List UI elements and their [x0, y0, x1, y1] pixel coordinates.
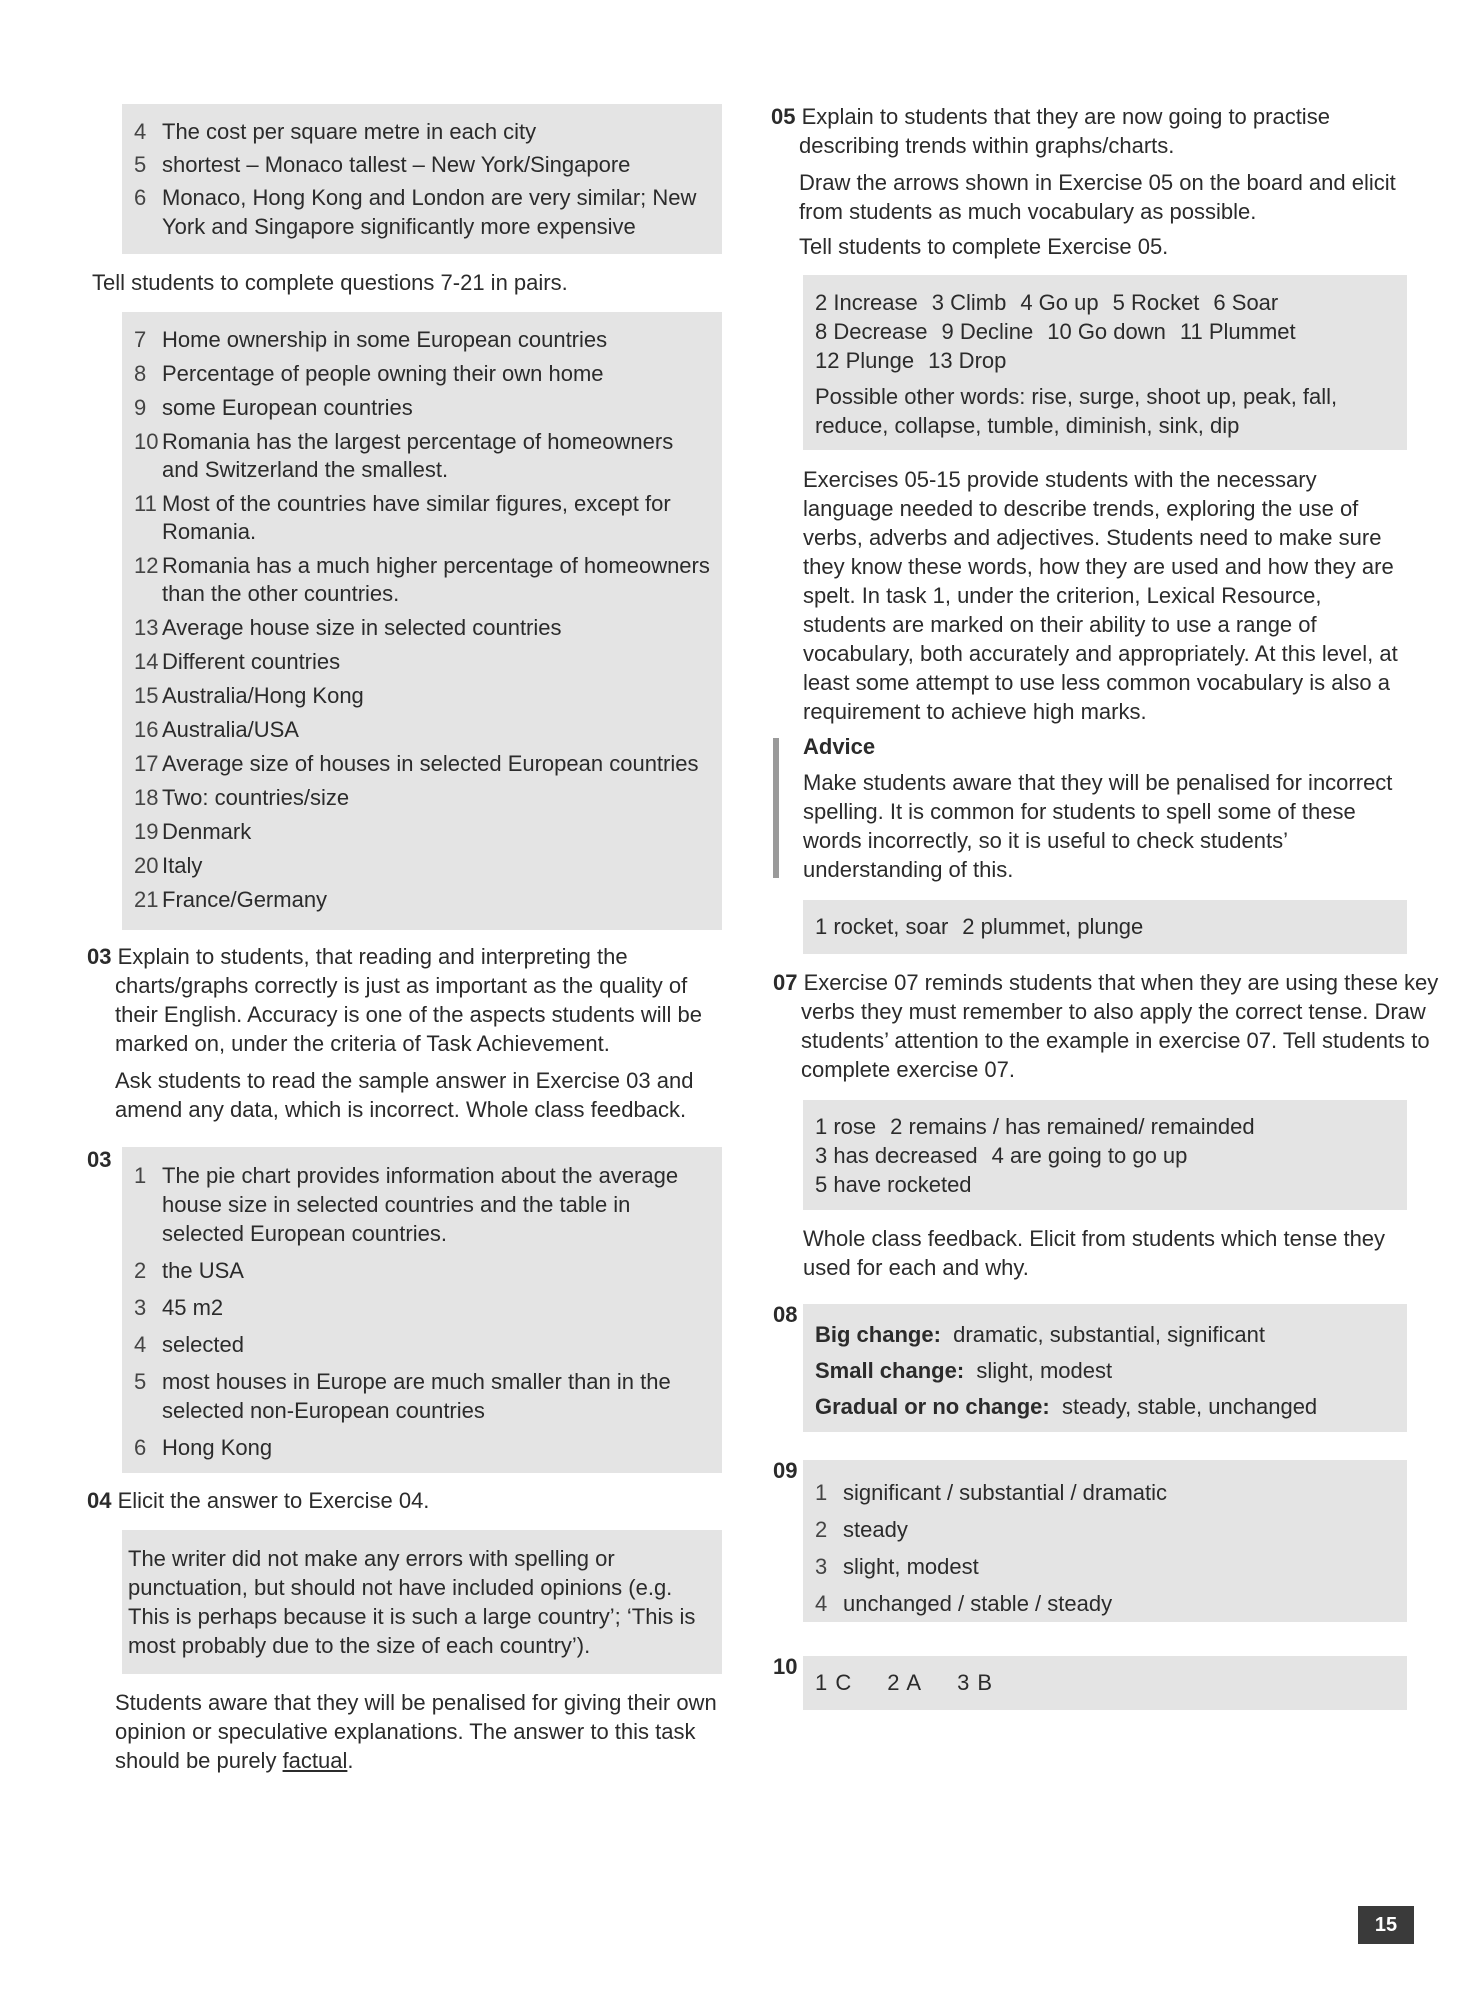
- section-10-label: 10: [773, 1654, 798, 1679]
- list-item: 10 Romania has the largest percentage of homeowners and Switzerland the smallest.: [134, 429, 674, 482]
- advice-bar: [773, 738, 779, 878]
- answer-05-row3: 12 Plunge 13 Drop: [815, 348, 1007, 373]
- section-04-note: Students aware that they will be penalised for giving their own opinion or speculative explanations. The answer to this task should be purely factual.: [115, 1690, 717, 1773]
- section-07-para1: 07 Exercise 07 reminds students that when they are using these key verbs they must remember to also apply the correct tense. Draw students’ attention to the example in exercise 07. Tell students to complete exercise 07.: [773, 970, 1439, 1082]
- answer-box-07: [803, 1100, 1407, 1210]
- list-item: 3 slight, modest: [815, 1554, 979, 1579]
- advice-title: Advice: [803, 734, 876, 759]
- answer-box-05: [803, 275, 1407, 450]
- list-item: 2 steady: [815, 1517, 908, 1542]
- list-item: 13 Average house size in selected countries: [134, 615, 562, 640]
- answer-box-04: [122, 1530, 722, 1674]
- list-item: 12 Romania has a much higher percentage of homeowners than the other countries.: [134, 553, 710, 606]
- list-item: 2 the USA: [134, 1258, 244, 1283]
- section-03-para2: Ask students to read the sample answer in Exercise 03 and amend any data, which is incorrect. Whole class feedback.: [115, 1068, 694, 1122]
- list-item: 5 most houses in Europe are much smaller than in the selected non-European countries: [134, 1369, 671, 1423]
- answer-list-09: [815, 1474, 1395, 1622]
- section-09-label: 09: [773, 1458, 798, 1483]
- list-item: 11 Most of the countries have similar figures, except for Romania.: [134, 491, 671, 544]
- answer-04-text: The writer did not make any errors with spelling or punctuation, but should not have included opinions (e.g. This is perhaps because it is such a large country’; ‘This is most probably due to the size of each country’).: [128, 1546, 696, 1658]
- answer-08-big: Big change: dramatic, substantial, significant: [815, 1322, 1265, 1347]
- answer-box-03: [122, 1147, 722, 1473]
- answer-box-10: [803, 1656, 1407, 1710]
- answer-07-row1: 1 rose 2 remains / has remained/ remainded: [815, 1114, 1255, 1139]
- section-03-box-label: 03: [87, 1147, 112, 1172]
- instruction-pairs: Tell students to complete questions 7-21 in pairs.: [92, 270, 568, 295]
- list-item: 18 Two: countries/size: [134, 785, 350, 810]
- answer-box-06: [803, 900, 1407, 954]
- answer-box-09: [803, 1460, 1407, 1622]
- list-item: 16 Australia/USA: [134, 717, 299, 742]
- section-05-para3: Tell students to complete Exercise 05.: [799, 234, 1169, 259]
- list-item: 9 some European countries: [134, 395, 413, 420]
- page-number: 15: [1358, 1906, 1414, 1944]
- answer-07-row2: 3 has decreased 4 are going to go up: [815, 1143, 1188, 1168]
- answer-10-row: 1 C 2 A 3 B: [815, 1670, 993, 1695]
- answer-07-row3: 5 have rocketed: [815, 1172, 972, 1197]
- answer-box-4-6: [122, 104, 722, 254]
- list-item: 5 shortest – Monaco tallest – New York/Singapore: [134, 152, 631, 177]
- advice-text: Make students aware that they will be penalised for incorrect spelling. It is common for students to spell some of these words incorrectly, so it is useful to check students’ understanding of this.: [803, 770, 1393, 882]
- answer-list-7-21: [134, 326, 710, 914]
- list-item: 1 The pie chart provides information about the average house size in selected countries and the table in selected European countries.: [134, 1163, 679, 1246]
- list-item: 14 Different countries: [134, 649, 341, 674]
- list-item: 4 The cost per square metre in each city: [134, 119, 537, 144]
- section-05-para1: 05 Explain to students that they are now going to practise describing trends within graphs/charts.: [771, 104, 1330, 158]
- list-item: 15 Australia/Hong Kong: [134, 683, 364, 708]
- section-03-text: [87, 942, 727, 1124]
- list-item: 3 45 m2: [134, 1295, 224, 1320]
- answer-list-03: [134, 1161, 710, 1462]
- answer-box-7-21: [122, 312, 722, 930]
- answer-06-row: 1 rocket, soar 2 plummet, plunge: [815, 914, 1144, 939]
- answer-05-other-words: Possible other words: rise, surge, shoot up, peak, fall, reduce, collapse, tumble, diminish, sink, dip: [815, 384, 1338, 438]
- list-item: 20 Italy: [134, 853, 203, 878]
- section-08-label: 08: [773, 1302, 798, 1327]
- answer-08-small: Small change: slight, modest: [815, 1358, 1113, 1383]
- section-07-para2: Whole class feedback. Elicit from students which tense they used for each and why.: [803, 1226, 1386, 1280]
- list-item: 8 Percentage of people owning their own home: [134, 361, 604, 386]
- list-item: 4 selected: [134, 1332, 244, 1357]
- section-05-para2: Draw the arrows shown in Exercise 05 on the board and elicit from students as much vocabulary as possible.: [799, 170, 1396, 224]
- answer-05-row1: 2 Increase 3 Climb 4 Go up 5 Rocket 6 Soar: [815, 290, 1279, 315]
- list-item: 4 unchanged / stable / steady: [815, 1591, 1113, 1616]
- list-item: 1 significant / substantial / dramatic: [815, 1480, 1168, 1505]
- advice-block: [803, 732, 1408, 884]
- list-item: 17 Average size of houses in selected European countries: [134, 751, 699, 776]
- list-item: 19 Denmark: [134, 819, 252, 844]
- section-04-intro: 04 Elicit the answer to Exercise 04.: [87, 1488, 430, 1513]
- answer-box-08: [803, 1304, 1407, 1432]
- answer-08-gradual: Gradual or no change: steady, stable, unchanged: [815, 1394, 1318, 1419]
- section-05-para4: Exercises 05-15 provide students with the necessary language needed to describe trends, exploring the use of verbs, adverbs and adjectives. Students need to make sure they know these words, how they are used and how they are spelt. In task 1, under the criterion, Lexical Resource, students are marked on their ability to use a range of vocabulary, both accurately and appropriately. At this level, at least some attempt to use less common vocabulary is also a requirement to achieve high marks.: [803, 467, 1398, 724]
- list-item: 21 France/Germany: [134, 887, 328, 912]
- list-item: 7 Home ownership in some European countries: [134, 327, 608, 352]
- list-item: 6 Hong Kong: [134, 1435, 273, 1460]
- answer-list-4-6: [134, 117, 710, 241]
- section-03-para1: 03 Explain to students, that reading and interpreting the charts/graphs correctly is just as important as the quality of their English. Accuracy is one of the aspects students will be marked on, under the criteria of Task Achievement.: [87, 944, 702, 1056]
- section-05-text: [771, 102, 1411, 261]
- list-item: 6 Monaco, Hong Kong and London are very similar; New York and Singapore significantly more expensive: [134, 185, 697, 239]
- answer-05-row2: 8 Decrease 9 Decline 10 Go down 11 Plummet: [815, 319, 1296, 344]
